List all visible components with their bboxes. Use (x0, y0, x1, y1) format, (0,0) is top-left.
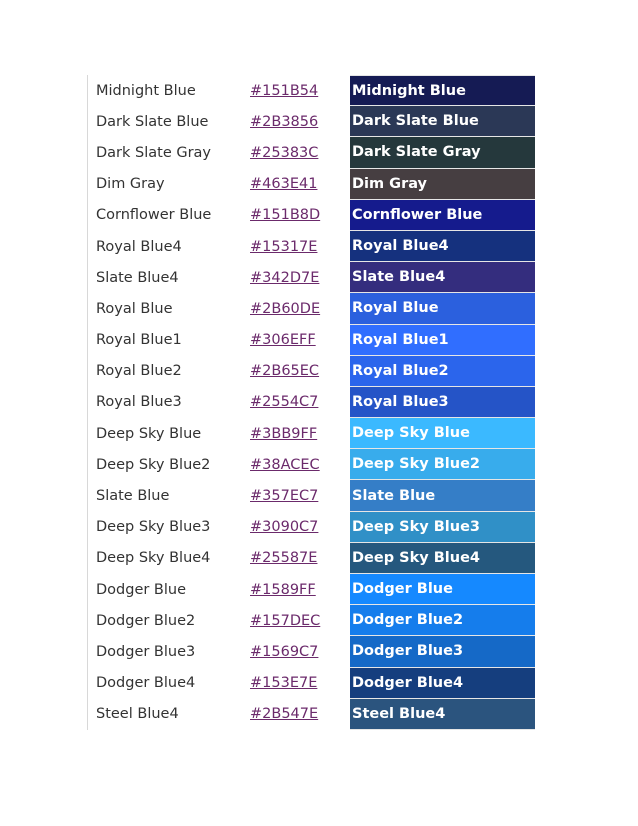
hex-cell (250, 512, 350, 543)
hex-code-link[interactable]: #2B547E (250, 706, 319, 723)
color-swatch: Royal Blue4 (350, 231, 535, 262)
color-swatch: Deep Sky Blue4 (350, 543, 535, 574)
color-row (88, 512, 535, 543)
color-swatch: Royal Blue (350, 293, 535, 324)
hex-cell (250, 574, 350, 605)
hex-code-link[interactable]: #25383C (250, 144, 319, 161)
color-swatch: Royal Blue3 (350, 387, 535, 418)
hex-cell (250, 605, 350, 636)
color-row (88, 262, 535, 293)
hex-code-link[interactable]: #2554C7 (250, 394, 319, 411)
color-swatch: Deep Sky Blue (350, 418, 535, 449)
color-name: Deep Sky Blue4 (96, 550, 211, 567)
hex-code-link[interactable]: #3BB9FF (250, 425, 318, 442)
color-swatch: Steel Blue4 (350, 699, 535, 730)
hex-code-link[interactable]: #151B8D (250, 207, 321, 224)
color-row (88, 636, 535, 667)
hex-code-link[interactable]: #38ACEC (250, 456, 320, 473)
hex-code-link[interactable]: #1569C7 (250, 643, 319, 660)
color-row (88, 605, 535, 636)
color-row (88, 231, 535, 262)
hex-code-link[interactable]: #2B60DE (250, 300, 321, 317)
hex-cell (250, 75, 350, 106)
hex-code-link[interactable]: #357EC7 (250, 488, 319, 505)
color-name: Deep Sky Blue2 (96, 456, 211, 473)
color-name: Deep Sky Blue (96, 425, 202, 442)
hex-cell (250, 200, 350, 231)
hex-code-link[interactable]: #2B3856 (250, 113, 319, 130)
color-row (88, 668, 535, 699)
color-row (88, 699, 535, 730)
hex-code-link[interactable]: #342D7E (250, 269, 320, 286)
color-table (87, 75, 535, 730)
color-name: Royal Blue4 (96, 238, 182, 255)
hex-cell (250, 293, 350, 324)
hex-cell (250, 449, 350, 480)
hex-code-link[interactable]: #153E7E (250, 675, 318, 692)
color-row (88, 418, 535, 449)
hex-code-link[interactable]: #463E41 (250, 176, 318, 193)
color-row (88, 200, 535, 231)
color-swatch: Royal Blue1 (350, 325, 535, 356)
color-row (88, 449, 535, 480)
hex-cell (250, 356, 350, 387)
hex-cell (250, 636, 350, 667)
hex-cell (250, 106, 350, 137)
color-row (88, 543, 535, 574)
color-swatch: Dark Slate Blue (350, 106, 535, 137)
color-row (88, 75, 535, 106)
color-name: Dim Gray (96, 176, 165, 193)
color-row (88, 574, 535, 605)
color-swatch: Dim Gray (350, 169, 535, 200)
color-name: Dodger Blue2 (96, 612, 196, 629)
color-row (88, 356, 535, 387)
color-swatch: Dodger Blue2 (350, 605, 535, 636)
color-row (88, 169, 535, 200)
hex-code-link[interactable]: #25587E (250, 550, 318, 567)
color-swatch: Slate Blue (350, 480, 535, 511)
hex-code-link[interactable]: #3090C7 (250, 519, 319, 536)
color-name: Royal Blue1 (96, 332, 182, 349)
color-row (88, 480, 535, 511)
color-name: Steel Blue4 (96, 706, 179, 723)
color-swatch: Dodger Blue3 (350, 636, 535, 667)
color-name: Dark Slate Blue (96, 113, 209, 130)
color-swatch: Dark Slate Gray (350, 137, 535, 168)
color-swatch: Deep Sky Blue2 (350, 449, 535, 480)
hex-cell (250, 480, 350, 511)
color-row (88, 293, 535, 324)
color-swatch: Slate Blue4 (350, 262, 535, 293)
color-swatch: Dodger Blue4 (350, 668, 535, 699)
hex-code-link[interactable]: #151B54 (250, 82, 319, 99)
color-name: Royal Blue3 (96, 394, 182, 411)
color-name: Dodger Blue3 (96, 643, 196, 660)
hex-code-link[interactable]: #306EFF (250, 332, 316, 349)
hex-cell (250, 169, 350, 200)
color-name: Slate Blue4 (96, 269, 179, 286)
color-name: Royal Blue2 (96, 363, 182, 380)
color-row (88, 137, 535, 168)
hex-code-link[interactable]: #15317E (250, 238, 318, 255)
hex-cell (250, 543, 350, 574)
color-name: Dodger Blue4 (96, 675, 196, 692)
color-swatch: Midnight Blue (350, 75, 535, 106)
color-row (88, 325, 535, 356)
color-swatch: Royal Blue2 (350, 356, 535, 387)
color-name: Slate Blue (96, 488, 170, 505)
color-name: Royal Blue (96, 300, 173, 317)
color-name: Deep Sky Blue3 (96, 519, 211, 536)
color-name: Cornflower Blue (96, 207, 212, 224)
hex-code-link[interactable]: #1589FF (250, 581, 316, 598)
color-row (88, 106, 535, 137)
hex-cell (250, 668, 350, 699)
color-name: Dodger Blue (96, 581, 187, 598)
hex-cell (250, 262, 350, 293)
color-swatch: Cornflower Blue (350, 200, 535, 231)
hex-cell (250, 231, 350, 262)
hex-cell (250, 325, 350, 356)
hex-cell (250, 387, 350, 418)
color-name: Dark Slate Gray (96, 144, 212, 161)
hex-cell (250, 418, 350, 449)
color-swatch: Dodger Blue (350, 574, 535, 605)
color-swatch: Deep Sky Blue3 (350, 512, 535, 543)
hex-cell (250, 137, 350, 168)
color-row (88, 387, 535, 418)
hex-code-link[interactable]: #2B65EC (250, 363, 320, 380)
hex-cell (250, 699, 350, 730)
hex-code-link[interactable]: #157DEC (250, 612, 321, 629)
color-name: Midnight Blue (96, 82, 196, 99)
